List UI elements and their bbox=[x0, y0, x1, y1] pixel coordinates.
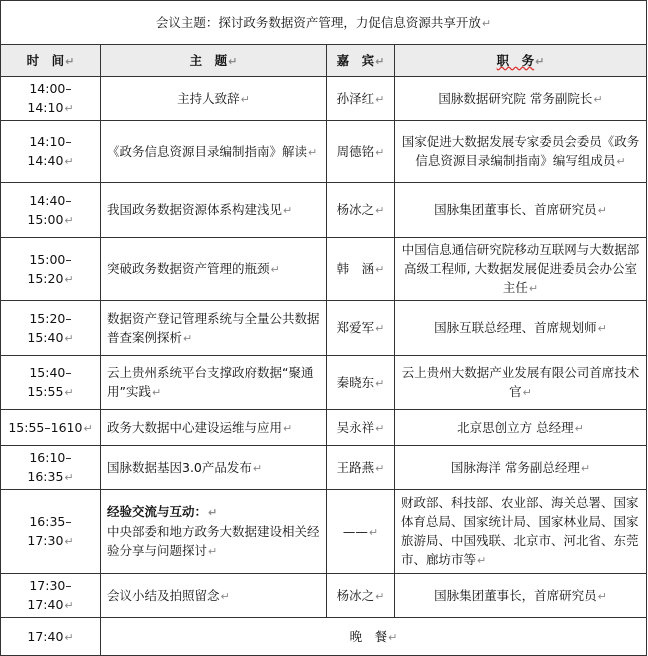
table-row bbox=[1, 490, 647, 574]
return-mark-icon: ↵ bbox=[64, 155, 74, 168]
return-mark-icon: ↵ bbox=[64, 386, 74, 399]
return-mark-icon: ↵ bbox=[64, 102, 74, 115]
guest-cell: 杨冰之↵ bbox=[327, 183, 395, 238]
topic-detail: 中央部委和地方政务大数据建设相关经验分享与问题探讨↵ bbox=[107, 524, 320, 558]
role-cell: 国脉数据研究院 常务副院长↵ bbox=[395, 77, 647, 121]
table-row bbox=[1, 446, 647, 490]
guest-cell: 韩 涵↵ bbox=[327, 238, 395, 301]
return-mark-icon: ↵ bbox=[597, 204, 607, 217]
table-row bbox=[1, 183, 647, 238]
return-mark-icon: ↵ bbox=[522, 386, 532, 399]
return-mark-icon: ↵ bbox=[65, 54, 75, 68]
guest-cell: ——↵ bbox=[327, 490, 395, 574]
meeting-theme-cell bbox=[1, 1, 647, 45]
role-cell: 中国信息通信研究院移动互联网与大数据部高级工程师, 大数据发展促进委员会办公室主任↵ bbox=[395, 238, 647, 301]
return-mark-icon: ↵ bbox=[481, 16, 492, 30]
topic-cell: 云上贵州系统平台支撑政府数据“聚通用”实践↵ bbox=[101, 356, 327, 410]
return-mark-icon: ↵ bbox=[64, 471, 74, 484]
return-mark-icon: ↵ bbox=[64, 213, 74, 227]
return-mark-icon: ↵ bbox=[64, 599, 74, 612]
topic-cell: 突破政务数据资产管理的瓶颈↵ bbox=[101, 238, 327, 301]
guest-cell: 周德铭↵ bbox=[327, 121, 395, 183]
meeting-theme: 会议主题：探讨政务数据资产管理，力促信息资源共享开放 bbox=[155, 14, 481, 30]
return-mark-icon: ↵ bbox=[477, 554, 487, 567]
return-mark-icon: ↵ bbox=[375, 54, 385, 68]
time-cell: 14:10–14:40↵ bbox=[1, 121, 101, 183]
table-row bbox=[1, 121, 647, 183]
final-row bbox=[1, 618, 647, 656]
return-mark-icon: ↵ bbox=[375, 322, 385, 335]
role-cell: 国脉海洋 常务副总经理↵ bbox=[395, 446, 647, 490]
return-mark-icon: ↵ bbox=[616, 155, 626, 168]
time-cell: 15:40–15:55↵ bbox=[1, 356, 101, 410]
return-mark-icon: ↵ bbox=[375, 589, 385, 603]
return-mark-icon: ↵ bbox=[375, 204, 385, 217]
table-row bbox=[1, 301, 647, 356]
return-mark-icon: ↵ bbox=[64, 272, 74, 286]
topic-cell: 会议小结及拍照留念↵ bbox=[101, 574, 327, 618]
return-mark-icon: ↵ bbox=[208, 545, 218, 558]
topic-cell: 《政务信息资源目录编制指南》解读↵ bbox=[101, 121, 327, 183]
return-mark-icon: ↵ bbox=[151, 386, 162, 399]
return-mark-icon: ↵ bbox=[252, 461, 263, 475]
time-cell: 15:00–15:20↵ bbox=[1, 238, 101, 301]
header-row bbox=[1, 45, 647, 77]
time-cell: 17:40↵ bbox=[1, 618, 101, 656]
return-mark-icon: ↵ bbox=[220, 589, 230, 603]
title-row bbox=[1, 1, 647, 45]
return-mark-icon: ↵ bbox=[283, 204, 293, 217]
return-mark-icon: ↵ bbox=[375, 376, 385, 390]
return-mark-icon: ↵ bbox=[388, 630, 398, 644]
return-mark-icon: ↵ bbox=[308, 145, 318, 159]
table-row bbox=[1, 356, 647, 410]
return-mark-icon: ↵ bbox=[597, 322, 607, 335]
return-mark-icon: ↵ bbox=[574, 421, 584, 435]
guest-cell: 杨冰之↵ bbox=[327, 574, 395, 618]
topic-heading: 经验交流与互动：↵ bbox=[107, 504, 218, 519]
return-mark-icon: ↵ bbox=[208, 506, 218, 519]
role-cell: 云上贵州大数据产业发展有限公司首席技术官↵ bbox=[395, 356, 647, 410]
time-cell: 15:55–1610↵ bbox=[1, 410, 101, 446]
guest-cell: 郑爱军↵ bbox=[327, 301, 395, 356]
return-mark-icon: ↵ bbox=[64, 331, 74, 345]
role-cell: 国脉集团董事长、首席研究员↵ bbox=[395, 183, 647, 238]
time-cell: 14:40–15:00↵ bbox=[1, 183, 101, 238]
return-mark-icon: ↵ bbox=[597, 589, 607, 603]
role-cell: 国脉集团董事长，首席研究员↵ bbox=[395, 574, 647, 618]
topic-cell: 国脉数据基因3.0产品发布↵ bbox=[101, 446, 327, 490]
return-mark-icon: ↵ bbox=[64, 535, 74, 548]
return-mark-icon: ↵ bbox=[283, 421, 293, 435]
guest-cell: 王路燕↵ bbox=[327, 446, 395, 490]
guest-cell: 吴永祥↵ bbox=[327, 410, 395, 446]
return-mark-icon: ↵ bbox=[375, 461, 385, 475]
return-mark-icon: ↵ bbox=[64, 630, 74, 644]
header-role: 职 务↵ bbox=[395, 45, 647, 77]
header-guest: 嘉 宾↵ bbox=[327, 45, 395, 77]
header-topic: 主 题↵ bbox=[101, 45, 327, 77]
time-cell: 15:20–15:40↵ bbox=[1, 301, 101, 356]
dinner-cell: 晚 餐↵ bbox=[101, 618, 647, 656]
table-row bbox=[1, 574, 647, 618]
return-mark-icon: ↵ bbox=[83, 421, 93, 435]
topic-cell: 数据资产登记管理系统与全量公共数据普查案例探析↵ bbox=[101, 301, 327, 356]
return-mark-icon: ↵ bbox=[183, 331, 193, 345]
return-mark-icon: ↵ bbox=[375, 92, 385, 106]
return-mark-icon: ↵ bbox=[535, 54, 545, 68]
time-cell: 16:35–17:30↵ bbox=[1, 490, 101, 574]
time-cell: 17:30–17:40↵ bbox=[1, 574, 101, 618]
header-time: 时 间↵ bbox=[1, 45, 101, 77]
return-mark-icon: ↵ bbox=[375, 145, 385, 159]
return-mark-icon: ↵ bbox=[593, 92, 603, 106]
time-cell: 14:00–14:10↵ bbox=[1, 77, 101, 121]
topic-cell bbox=[101, 490, 327, 574]
guest-cell: 秦晓东↵ bbox=[327, 356, 395, 410]
return-mark-icon: ↵ bbox=[228, 54, 238, 68]
return-mark-icon: ↵ bbox=[580, 461, 591, 475]
role-cell: 财政部、科技部、农业部、海关总署、国家体育总局、国家统计局、国家林业局、国家旅游局、中国残联、北京市、河北省、东莞市、廊坊市等↵ bbox=[395, 490, 647, 574]
return-mark-icon: ↵ bbox=[375, 421, 385, 435]
time-cell: 16:10–16:35↵ bbox=[1, 446, 101, 490]
topic-cell: 我国政务数据资源体系构建浅见↵ bbox=[101, 183, 327, 238]
topic-cell: 主持人致辞↵ bbox=[101, 77, 327, 121]
guest-cell: 孙泽红↵ bbox=[327, 77, 395, 121]
table-row bbox=[1, 238, 647, 301]
return-mark-icon: ↵ bbox=[368, 525, 379, 539]
return-mark-icon: ↵ bbox=[375, 263, 385, 276]
return-mark-icon: ↵ bbox=[270, 263, 280, 276]
return-mark-icon: ↵ bbox=[240, 92, 250, 106]
role-cell: 国脉互联总经理、首席规划师↵ bbox=[395, 301, 647, 356]
table-row bbox=[1, 410, 647, 446]
role-cell: 国家促进大数据发展专家委员会委员《政务信息资源目录编制指南》编写组成员↵ bbox=[395, 121, 647, 183]
role-cell: 北京思创立方 总经理↵ bbox=[395, 410, 647, 446]
return-mark-icon: ↵ bbox=[528, 282, 539, 295]
table-row bbox=[1, 77, 647, 121]
topic-cell: 政务大数据中心建设运维与应用↵ bbox=[101, 410, 327, 446]
